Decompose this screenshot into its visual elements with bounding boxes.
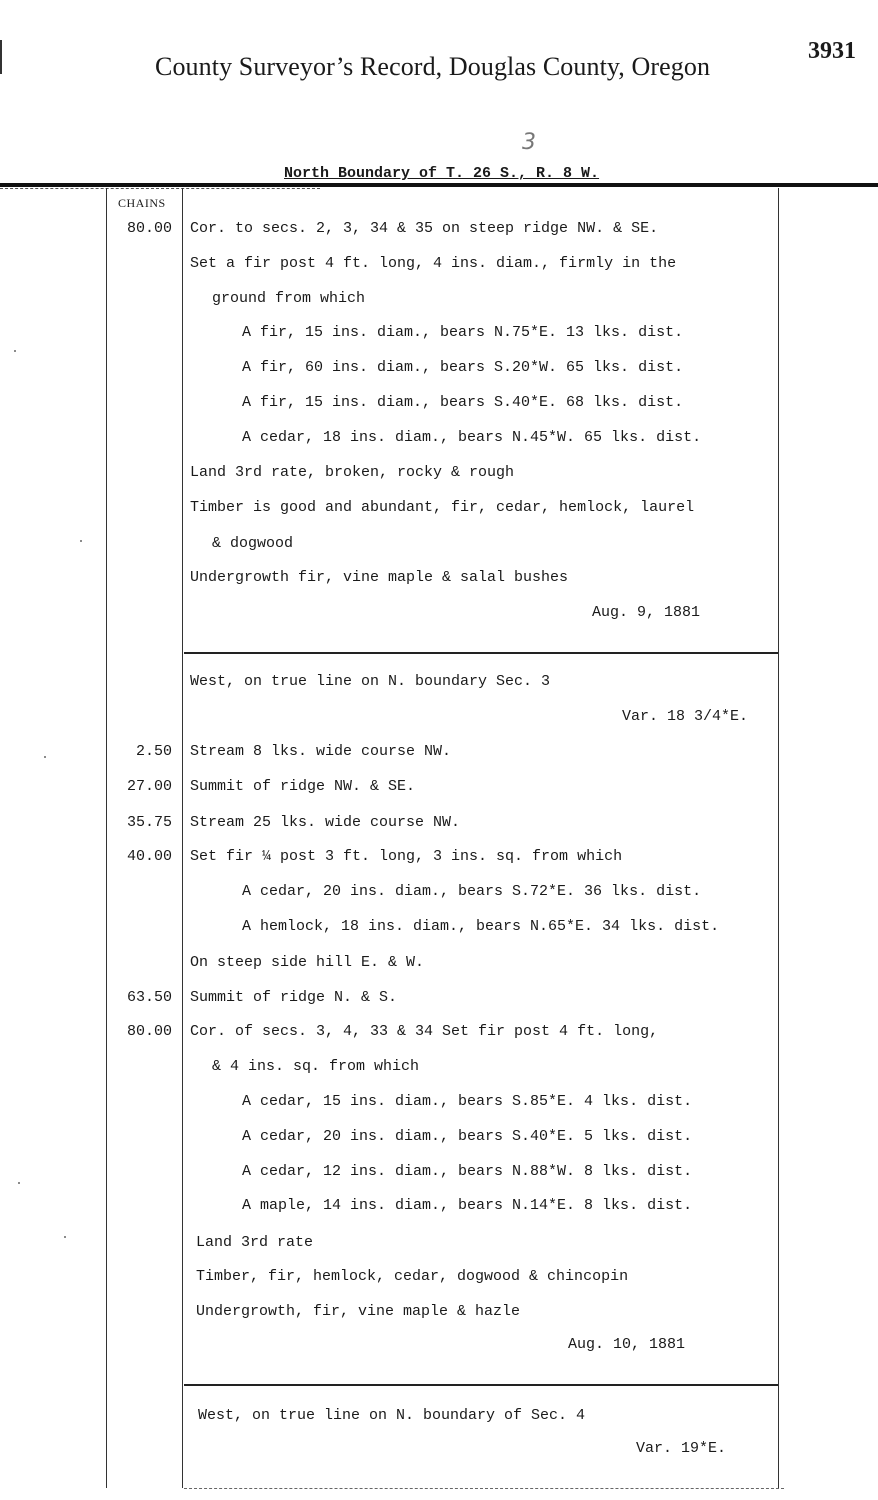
- entry-text: Land 3rd rate, broken, rocky & rough: [190, 464, 515, 481]
- entry-row: [0, 1155, 878, 1189]
- entry-text: Undergrowth, fir, vine maple & hazle: [196, 1303, 521, 1320]
- entry-text: A cedar, 20 ins. diam., bears S.72*E. 36 lks. dist.: [242, 883, 702, 900]
- entry-variation: Var. 19*E.: [635, 1440, 726, 1457]
- entry-text: Cor. of secs. 3, 4, 33 & 34 Set fir post 4 ft. long,: [190, 1023, 659, 1040]
- chains-value: 63.50: [126, 989, 172, 1006]
- entry-text: Land 3rd rate: [196, 1234, 314, 1251]
- scan-speck: [18, 1182, 20, 1184]
- entry-row: [0, 1226, 878, 1260]
- entry-text: A cedar, 15 ins. diam., bears S.85*E. 4 lks. dist.: [242, 1093, 693, 1110]
- entry-row: [0, 700, 878, 734]
- entry-row: [0, 561, 878, 595]
- entry-text: ground from which: [212, 290, 366, 307]
- entry-text: & 4 ins. sq. from which: [212, 1058, 420, 1075]
- top-rule-dash: [0, 188, 320, 189]
- scan-speck: [64, 1236, 66, 1238]
- entry-text: On steep side hill E. & W.: [190, 954, 425, 971]
- entry-row: [0, 1085, 878, 1119]
- entry-date: Aug. 9, 1881: [591, 604, 700, 621]
- chains-value: 2.50: [135, 743, 172, 760]
- entry-row: [0, 1015, 878, 1049]
- entry-row: [0, 282, 878, 316]
- entry-text: A cedar, 18 ins. diam., bears N.45*W. 65 lks. dist.: [242, 429, 702, 446]
- top-rule: [0, 183, 878, 187]
- entry-row: [0, 1399, 878, 1433]
- entry-text: Timber is good and abundant, fir, cedar, hemlock, laurel: [190, 499, 695, 516]
- entry-row: [0, 735, 878, 769]
- entry-row: [0, 1189, 878, 1223]
- section-heading: North Boundary of T. 26 S., R. 8 W.: [284, 165, 600, 182]
- entry-row: [0, 1295, 878, 1329]
- entry-row: [0, 1050, 878, 1084]
- entry-row: [0, 386, 878, 420]
- section-divider: [184, 652, 778, 654]
- entry-text: West, on true line on N. boundary Sec. 3: [190, 673, 551, 690]
- entry-date: Aug. 10, 1881: [567, 1336, 685, 1353]
- entry-row: [0, 1260, 878, 1294]
- entry-text: Set a fir post 4 ft. long, 4 ins. diam., firmly in the: [190, 255, 677, 272]
- entry-text: A fir, 15 ins. diam., bears S.40*E. 68 lks. dist.: [242, 394, 684, 411]
- entry-row: [0, 840, 878, 874]
- entry-text: Cor. to secs. 2, 3, 34 & 35 on steep ridge NW. & SE.: [190, 220, 659, 237]
- entry-row: [0, 981, 878, 1015]
- entry-row: [0, 875, 878, 909]
- entry-row: [0, 946, 878, 980]
- entry-text: Stream 25 lks. wide course NW.: [190, 814, 461, 831]
- scan-speck: [44, 756, 46, 758]
- chains-value: 80.00: [126, 1023, 172, 1040]
- chains-value: 35.75: [126, 814, 172, 831]
- bottom-rule: [184, 1488, 784, 1489]
- entry-row: [0, 421, 878, 455]
- entry-row: [0, 212, 878, 246]
- chains-value: 27.00: [126, 778, 172, 795]
- entry-text: A fir, 15 ins. diam., bears N.75*E. 13 lks. dist.: [242, 324, 684, 341]
- entry-text: Undergrowth fir, vine maple & salal bushes: [190, 569, 569, 586]
- chains-column-header: CHAINS: [118, 196, 166, 210]
- entry-text: A cedar, 12 ins. diam., bears N.88*W. 8 lks. dist.: [242, 1163, 693, 1180]
- entry-row: [0, 527, 878, 561]
- entry-row: [0, 1120, 878, 1154]
- entry-text: A cedar, 20 ins. diam., bears S.40*E. 5 lks. dist.: [242, 1128, 693, 1145]
- section-divider: [184, 1384, 778, 1386]
- entry-text: A fir, 60 ins. diam., bears S.20*W. 65 lks. dist.: [242, 359, 684, 376]
- entry-row: [0, 770, 878, 804]
- entry-row: [0, 806, 878, 840]
- entry-text: A maple, 14 ins. diam., bears N.14*E. 8 lks. dist.: [242, 1197, 693, 1214]
- scan-speck: [14, 350, 16, 352]
- entry-text: A hemlock, 18 ins. diam., bears N.65*E. 34 lks. dist.: [242, 918, 720, 935]
- handwritten-page-number: 3: [522, 130, 536, 155]
- entry-row: [0, 665, 878, 699]
- entry-variation: Var. 18 3/4*E.: [621, 708, 748, 725]
- entry-text: Stream 8 lks. wide course NW.: [190, 743, 452, 760]
- chains-value: 80.00: [126, 220, 172, 237]
- entry-row: [0, 910, 878, 944]
- entry-row: [0, 316, 878, 350]
- entry-text: Timber, fir, hemlock, cedar, dogwood & chincopin: [196, 1268, 629, 1285]
- chains-value: 40.00: [126, 848, 172, 865]
- entry-row: [0, 1328, 878, 1362]
- entry-row: [0, 1432, 878, 1466]
- page-number: 3931: [808, 38, 856, 64]
- page-edge-mark: [0, 40, 2, 74]
- entry-row: [0, 351, 878, 385]
- entry-row: [0, 596, 878, 630]
- entry-row: [0, 247, 878, 281]
- entry-text: Summit of ridge NW. & SE.: [190, 778, 416, 795]
- entry-row: [0, 491, 878, 525]
- entry-text: Summit of ridge N. & S.: [190, 989, 398, 1006]
- entry-text: & dogwood: [212, 535, 294, 552]
- entry-text: Set fir ¼ post 3 ft. long, 3 ins. sq. from which: [190, 848, 623, 865]
- scan-speck: [80, 540, 82, 542]
- document-title: County Surveyor’s Record, Douglas County, Oregon: [155, 52, 711, 81]
- entry-text: West, on true line on N. boundary of Sec. 4: [198, 1407, 586, 1424]
- entry-row: [0, 456, 878, 490]
